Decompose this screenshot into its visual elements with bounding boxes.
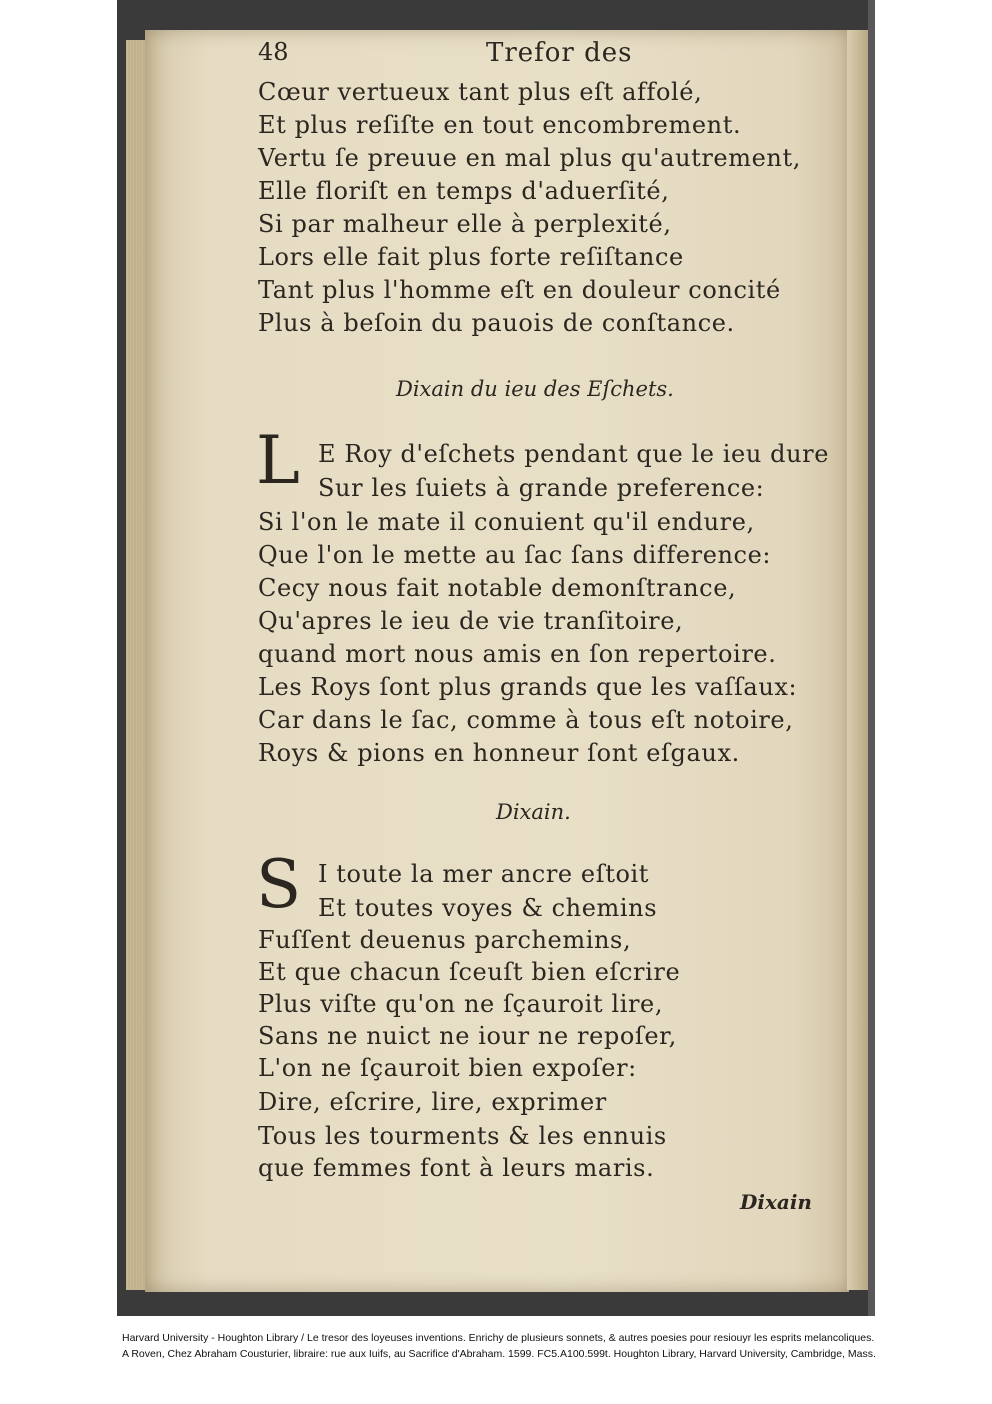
poem1-line: Elle floriſt en temps d'aduerſité, xyxy=(258,177,670,205)
poem3-heading: Dixain. xyxy=(496,800,571,824)
poem3-line: Dire, eſcrire, lire, exprimer xyxy=(258,1088,607,1116)
poem3-dropcap: S xyxy=(256,846,302,923)
poem3-line: que femmes font à leurs maris. xyxy=(258,1154,655,1182)
poem2-line: Les Roys ſont plus grands que les vaſſaux: xyxy=(258,673,798,701)
poem2-line: Sur les ſuiets à grande preference: xyxy=(318,474,765,502)
poem1-line: Vertu ſe preuue en mal plus qu'autrement, xyxy=(258,144,801,172)
library-caption xyxy=(122,1330,882,1362)
poem1-line: Cœur vertueux tant plus eſt affolé, xyxy=(258,78,703,106)
catchword: Dixain xyxy=(740,1190,812,1214)
poem3-line: Et toutes voyes & chemins xyxy=(318,894,658,922)
poem3-line: Et que chacun ſceuſt bien eſcrire xyxy=(258,958,681,986)
poem3-line: Plus viſte qu'on ne ſçauroit lire, xyxy=(258,990,664,1018)
poem3-line: L'on ne ſçauroit bien expoſer: xyxy=(258,1054,637,1082)
poem2-dropcap: L xyxy=(256,422,300,499)
poem2-line: Que l'on le mette au ſac ſans difference: xyxy=(258,541,772,569)
poem2-heading: Dixain du ieu des Eſchets. xyxy=(396,377,674,401)
poem1-line: Si par malheur elle à perplexité, xyxy=(258,210,672,238)
poem2-line: Cecy nous fait notable demonſtrance, xyxy=(258,574,737,602)
poem2-line: Car dans le ſac, comme à tous eſt notoire, xyxy=(258,706,794,734)
poem1-line: Plus à beſoin du pauois de conſtance. xyxy=(258,309,735,337)
poem1-line: Et plus reſiſte en tout encombrement. xyxy=(258,111,742,139)
poem2-line: Qu'apres le ieu de vie tranſitoire, xyxy=(258,607,684,635)
next-page-strip xyxy=(868,0,875,1316)
poem3-line: Tous les tourments & les ennuis xyxy=(258,1122,667,1150)
poem3-line: Fuſſent deuenus parchemins, xyxy=(258,926,632,954)
poem2-line: E Roy d'eſchets pendant que le ieu dure xyxy=(318,440,830,468)
poem1-line: Lors elle fait plus forte reſiſtance xyxy=(258,243,684,271)
poem3-line: I toute la mer ancre eſtoit xyxy=(318,860,650,888)
poem1-line: Tant plus l'homme eſt en douleur concité xyxy=(258,276,781,304)
page-number: 48 xyxy=(258,38,289,66)
poem2-line: Roys & pions en honneur ſont eſgaux. xyxy=(258,739,740,767)
poem3-line: Sans ne nuict ne iour ne repoſer, xyxy=(258,1022,677,1050)
caption-line-2: A Roven, Chez Abraham Cousturier, libraire: rue aux Iuifs, au Sacrifice d'Abraham. 1599. FC5.A100.599t. Houghton Library, Harvard University, Cambridge, Mass. xyxy=(122,1348,876,1360)
poem2-line: Si l'on le mate il conuient qu'il endure, xyxy=(258,508,755,536)
running-title: Trefor des xyxy=(486,38,633,68)
caption-line-1: Harvard University - Houghton Library / Le tresor des loyeuses inventions. Enrichy de plusieurs sonnets, & autres poesies pour resiouyr les esprits melancoliques. xyxy=(122,1332,875,1344)
poem2-line: quand mort nous amis en ſon repertoire. xyxy=(258,640,777,668)
